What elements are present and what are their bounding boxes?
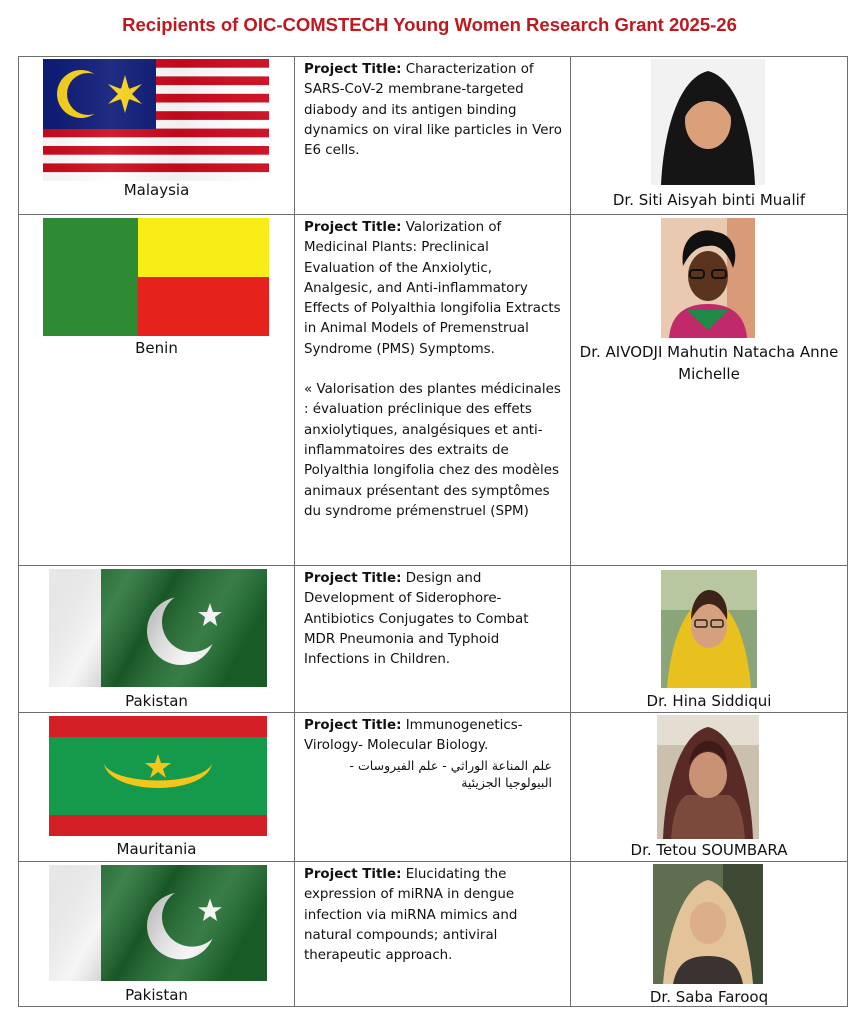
- project-title-label: Project Title:: [304, 220, 402, 235]
- pakistan-flag-icon: [49, 569, 267, 687]
- project-title: [295, 713, 570, 791]
- project-title-label: Project Title:: [304, 867, 402, 882]
- recipient-photo: [661, 570, 757, 688]
- page-title: Recipients of OIC-COMSTECH Young Women Research Grant 2025-26: [122, 14, 737, 35]
- country-name: Benin: [135, 339, 178, 357]
- project-title-label: Project Title:: [304, 62, 402, 77]
- project-title: [295, 862, 570, 966]
- recipient-name: Dr. Saba Farooq: [649, 988, 769, 1006]
- table-row: [19, 215, 848, 566]
- project-title-text: Characterization of SARS-CoV-2 membrane-targeted diabody and its antigen binding dynamics on viral like particles in Vero E6 cells.: [304, 62, 562, 159]
- table-row: [19, 713, 848, 862]
- project-title: [295, 215, 570, 522]
- recipient-name: Dr. Hina Siddiqui: [646, 692, 772, 710]
- country-name: Pakistan: [125, 692, 188, 710]
- project-title-label: Project Title:: [304, 718, 402, 733]
- project-title-text: Immunogenetics-Virology- Molecular Biology.: [304, 718, 523, 754]
- recipients-table: [18, 56, 848, 1007]
- recipient-photo: [661, 218, 755, 338]
- project-title-arabic: علم المناعة الوراثي - علم الفيروسات - البيولوجيا الجزيئية: [349, 757, 552, 790]
- table-row: [19, 862, 848, 1007]
- project-title-french: « Valorisation des plantes médicinales : évaluation préclinique des effets anxiolytiques, analgésiques et anti-inflammatoires des extraits de Polyalthia longifolia chez des modèles animaux présentant des symptômes du syndrome prémenstruel (SPM): [304, 382, 561, 519]
- country-name: Pakistan: [125, 986, 188, 1004]
- recipient-photo: [653, 864, 763, 984]
- project-title-text: Valorization of Medicinal Plants: Preclinical Evaluation of the Anxiolytic, Analgesic, and Anti-inflammatory Effects of Polyalthia longifolia Extracts in Animal Models of Premenstrual Syndrome (PMS) Symptoms.: [304, 220, 561, 357]
- project-title-label: Project Title:: [304, 571, 402, 586]
- country-name: Malaysia: [123, 181, 190, 199]
- project-title-text: Elucidating the expression of miRNA in dengue infection via miRNA mimics and natural compounds; antiviral therapeutic approach.: [304, 867, 518, 964]
- table-row: [19, 566, 848, 713]
- malaysia-flag-icon: [43, 59, 269, 181]
- recipient-photo: [657, 715, 759, 839]
- mauritania-flag-icon: [49, 716, 267, 836]
- project-title: [295, 566, 570, 670]
- recipient-name: Dr. Tetou SOUMBARA: [630, 841, 788, 859]
- country-name: Mauritania: [116, 840, 197, 858]
- recipient-name: Dr. AIVODJI Mahutin Natacha Anne Michelle: [579, 343, 839, 383]
- pakistan-flag-icon: [49, 865, 267, 981]
- recipient-name: Dr. Siti Aisyah binti Mualif: [612, 191, 806, 209]
- project-title: [295, 57, 570, 161]
- benin-flag-icon: [43, 218, 269, 336]
- table-row: [19, 57, 848, 215]
- recipient-photo: [651, 59, 765, 185]
- project-title-text: Design and Development of Siderophore-Antibiotics Conjugates to Combat MDR Pneumonia and Typhoid Infections in Children.: [304, 571, 529, 668]
